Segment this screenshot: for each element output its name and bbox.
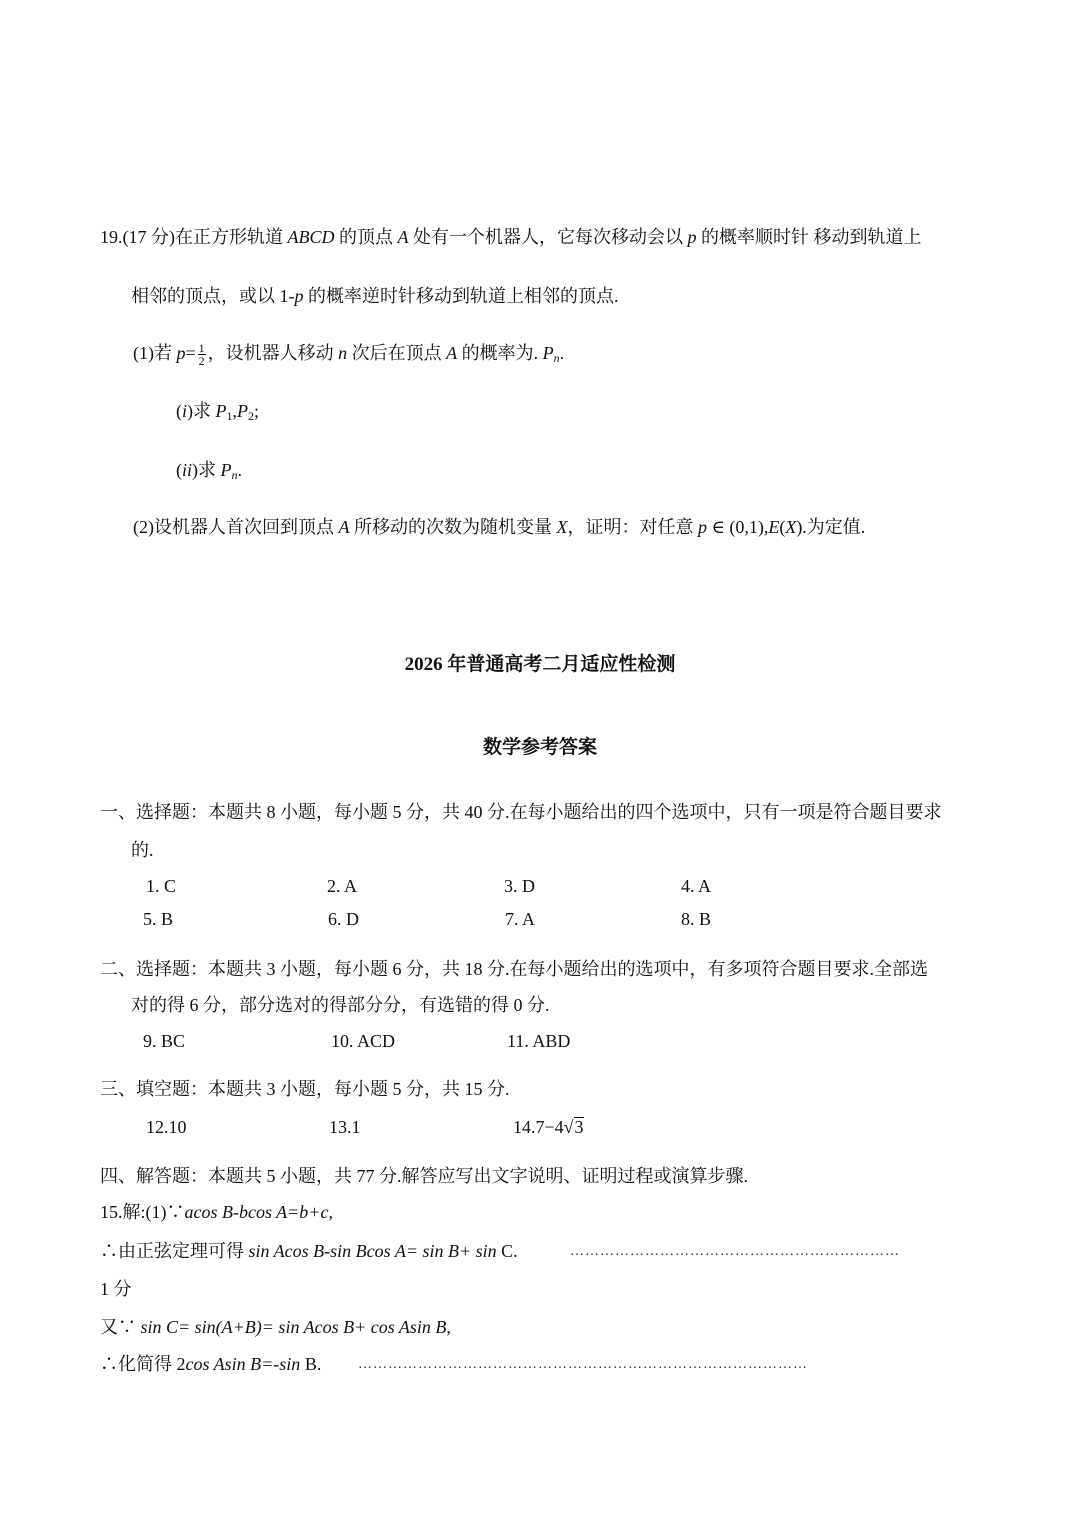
answer-1: 1. C xyxy=(146,876,177,896)
answer-5: 5. B xyxy=(143,909,174,929)
fraction-one-half: $\frac{1}{2}$ xyxy=(198,341,205,369)
answer-11: 11. ABD xyxy=(507,1031,571,1051)
answer-2: 2. A xyxy=(327,876,358,896)
section4-heading: 四、解答题：本题共 5 小题，共 77 分.解答应写出文字说明、证明过程或演算步骤. xyxy=(100,1166,748,1186)
solution15-line5: ∴化简得 2cos Asin B=-sin B. xyxy=(100,1354,322,1374)
section2-heading-cont: 对的得 6 分，部分选对的得部分分，有选错的得 0 分. xyxy=(131,995,550,1015)
q19-sub-i: (i)求 $P_1,P_2$; xyxy=(176,401,260,423)
section2-heading: 二、选择题：本题共 3 小题，每小题 6 分，共 18 分.在每小题给出的选项中，有多项符合题目要求.全部选 xyxy=(100,959,928,979)
answer-6: 6. D xyxy=(328,909,359,929)
score-dot-leader: ……………………………………………………………………………… xyxy=(358,1357,808,1372)
section1-heading: 一、选择题：本题共 8 小题，每小题 5 分，共 40 分.在每小题给出的四个选项中，只有一项是符合题目要求 xyxy=(100,802,942,822)
q19-sub-ii: (ii)求 $P_n$. xyxy=(176,460,243,482)
solution15-line2: ∴由正弦定理可得 sin Acos B-sin Bcos A= sin B+ sin C. xyxy=(100,1241,518,1261)
answer-12: 12.10 xyxy=(146,1117,187,1137)
answer-10: 10. ACD xyxy=(331,1031,396,1051)
answer-9: 9. BC xyxy=(143,1031,186,1051)
q19-part2: (2)设机器人首次回到顶点 A 所移动的次数为随机变量 X，证明：对任意 p ∈ (0,1),E(X).为定值. xyxy=(133,517,866,537)
answer-7: 7. A xyxy=(505,909,536,929)
q19-part1: (1)若 p= $\frac{1}{2}$ ，设机器人移动 n 次后在顶点 A 的概率为. $P_n$. xyxy=(133,341,565,369)
q19-line1: 19.(17 分)在正方形轨道 ABCD 的顶点 A 处有一个机器人，它每次移动会以 p 的概率顺时针 移动到轨道上 xyxy=(100,227,922,247)
answer-4: 4. A xyxy=(681,876,712,896)
answer-key-subtitle: 数学参考答案 xyxy=(482,737,597,758)
answer-14: 14.7−4√3 xyxy=(513,1117,584,1137)
section1-heading-cont: 的. xyxy=(131,840,154,860)
answer-8: 8. B xyxy=(681,909,712,929)
score-dot-leader: ………………………………………………………… xyxy=(570,1244,900,1259)
answer-key-title: 2026 年普通高考二月适应性检测 xyxy=(404,654,676,675)
answer-3: 3. D xyxy=(504,876,535,896)
solution15-line4: 又∵ sin C= sin(A+B)= sin Acos B+ cos Asin B, xyxy=(100,1317,451,1337)
answer-13: 13.1 xyxy=(329,1117,361,1137)
section3-heading: 三、填空题：本题共 3 小题，每小题 5 分，共 15 分. xyxy=(100,1079,510,1099)
q19-line2: 相邻的顶点，或以 1-p 的概率逆时针移动到轨道上相邻的顶点. xyxy=(131,286,619,306)
solution15-score: 1 分 xyxy=(100,1279,132,1299)
solution15-line1: 15.解:(1)∵acos B-bcos A=b+c, xyxy=(100,1202,333,1222)
